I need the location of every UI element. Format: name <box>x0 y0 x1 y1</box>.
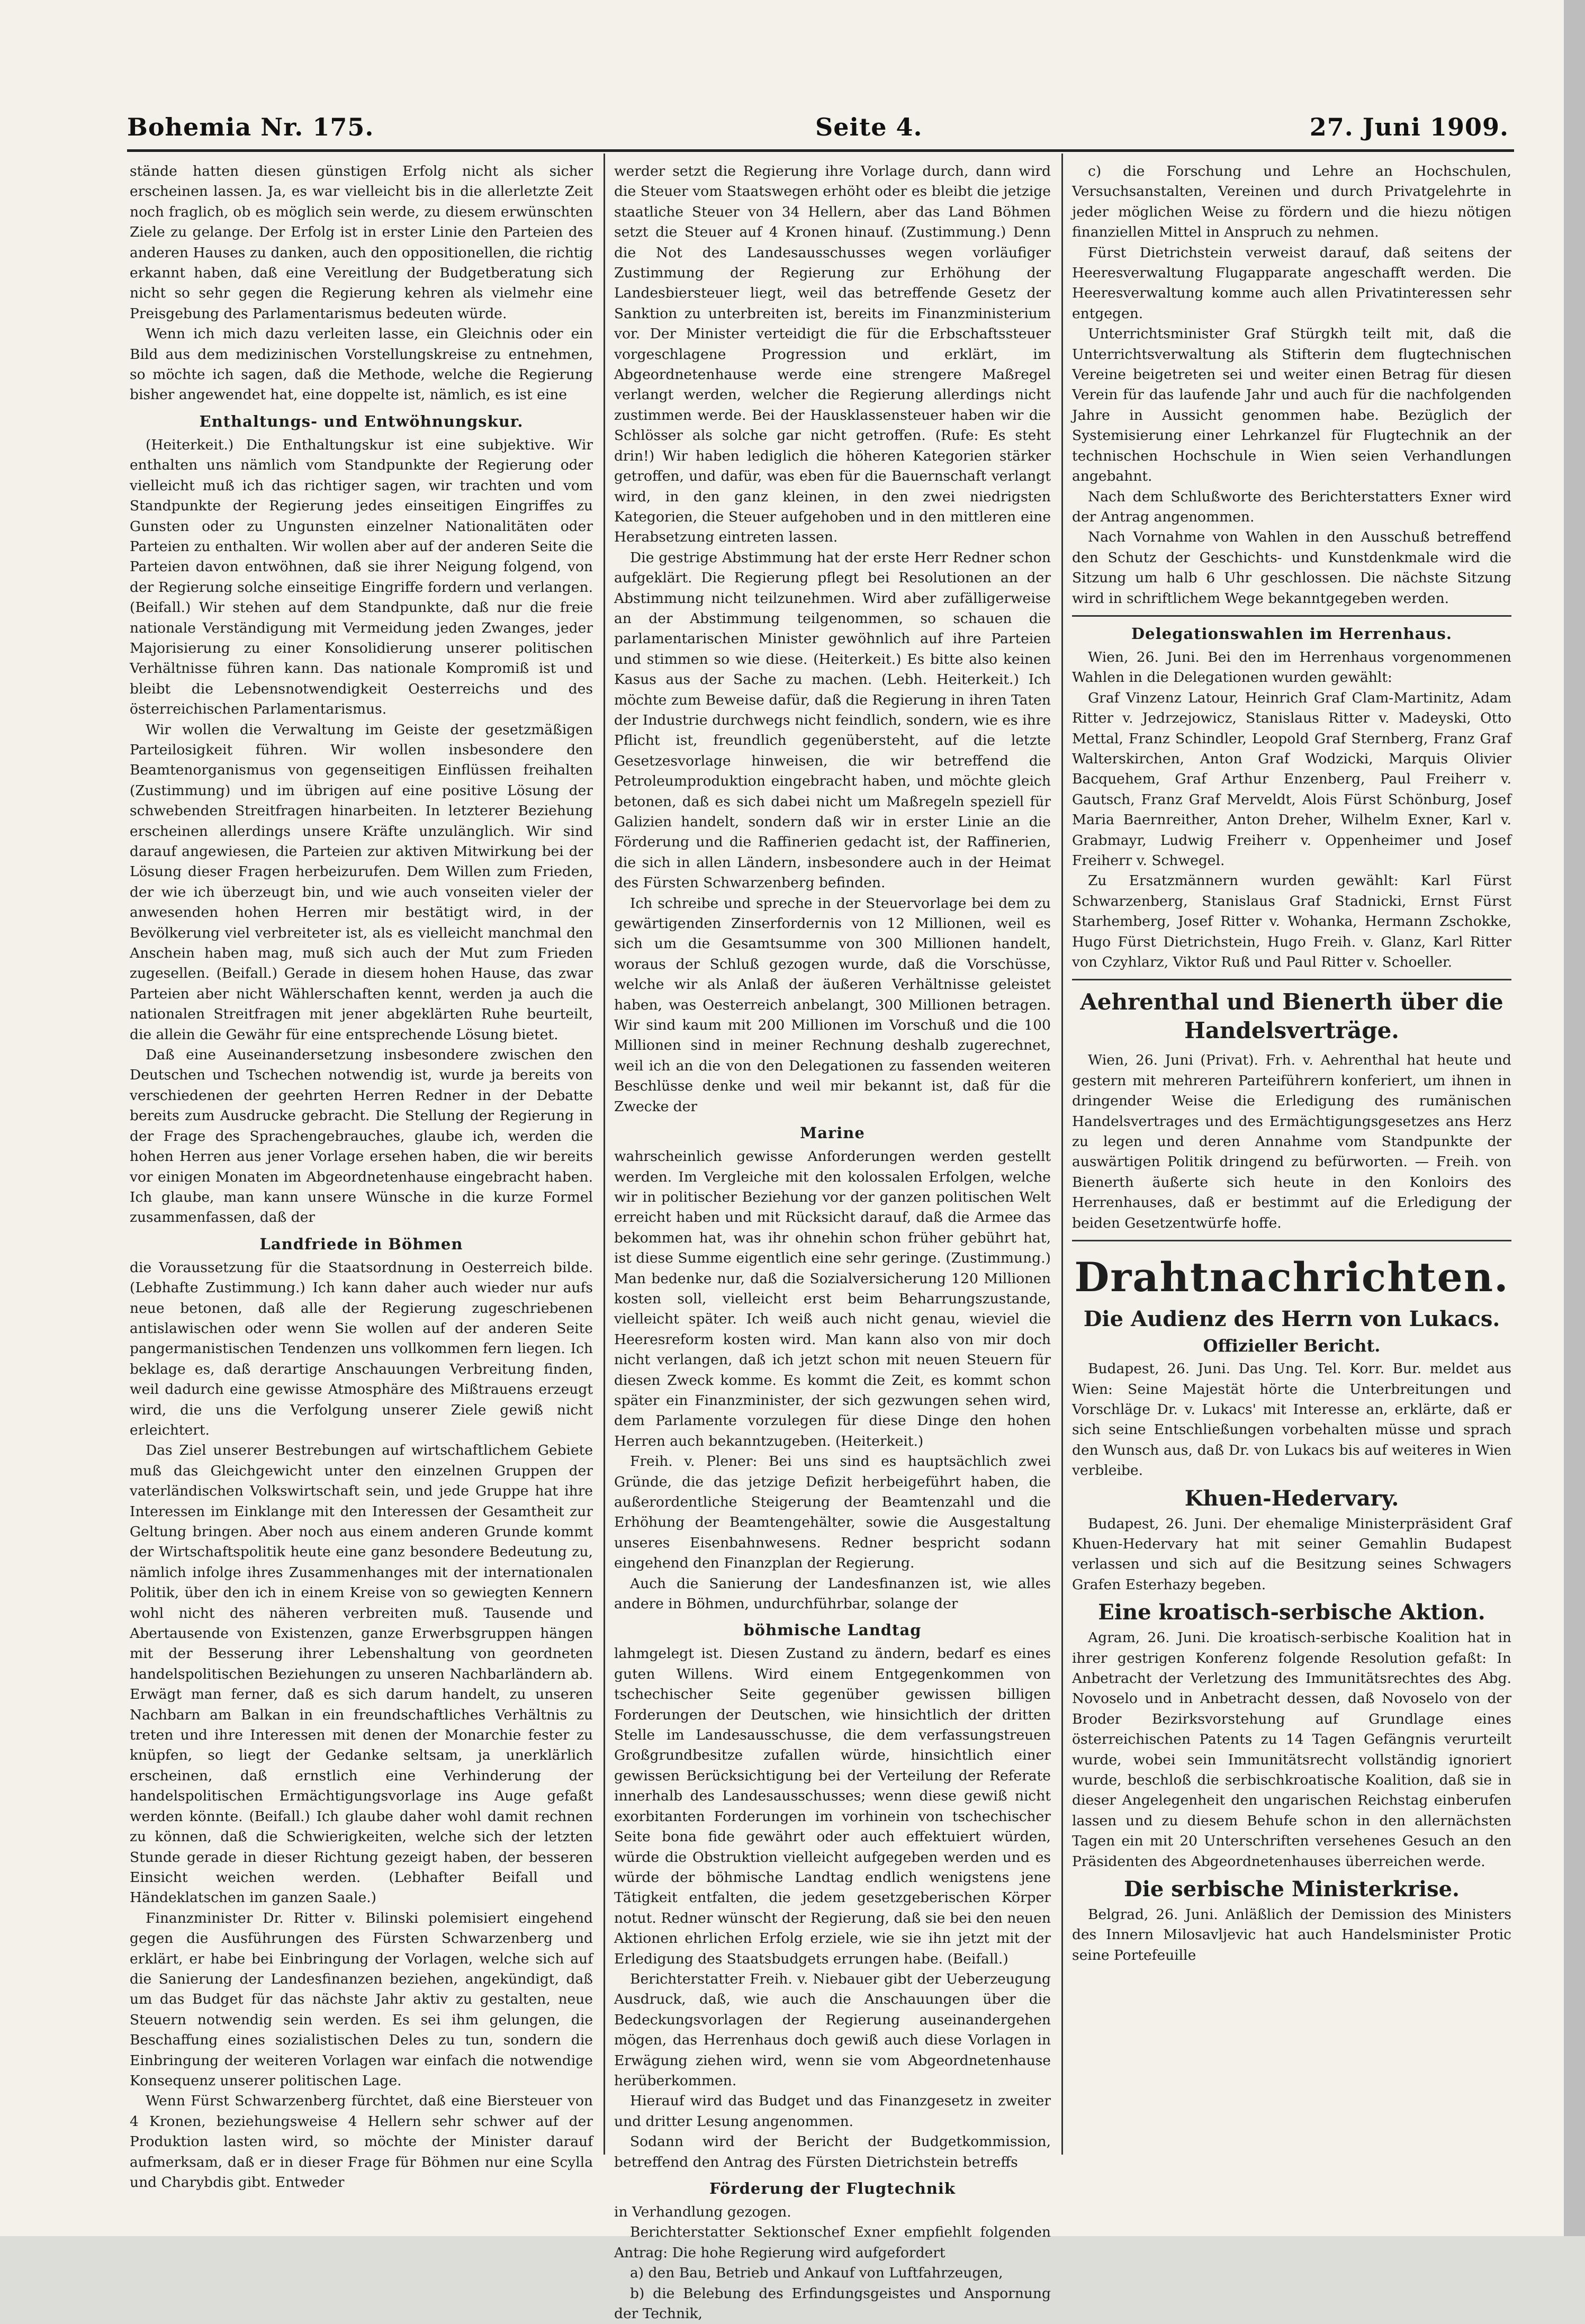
paragraph: stände hatten diesen günstigen Erfolg nicht als sicher erscheinen lassen. Ja, es war vielleicht bis in die allerletzte Zeit noch fraglich, ob es möglich sein werde, zu diesem erwünschten Ziele zu gelange. Der Erfolg ist in erster Linie den Parteien des anderen Hauses zu danken, auch den oppositionellen, die richtig erkannt haben, daß eine Vereitlung der Budgetberatung sich nicht so sehr gegen die Regierung kehren als vielmehr eine Preisgebung des Parlamentarismus bedeuten würde. <box>130 163 593 322</box>
header-rule <box>127 149 1514 152</box>
section-title: Drahtnachrichten. <box>1074 1254 1509 1301</box>
paragraph: wahrscheinlich gewisse Anforderungen werden gestellt werden. Im Vergleiche mit den kolossalen Erfolgen, welche wir in politischer Beziehung vor der ganzen politischen Welt erreicht haben und mit Rücksicht darauf, daß die Armee das bekommen hat, was ihr ohnehin schon früher gebührt hat, ist diese Summe eigentlich eine sehr geringe. (Zustimmung.) Man bedenke nur, daß die Sozialversicherung 120 Millionen kosten soll, vielleicht erst beim Beharrungszustande, vielleicht später. Ich weiß auch nicht genau, wieviel die Heeresreform kosten wird. Man kann also von mir doch nicht verlangen, daß ich jetzt schon mit neuen Steuern für diesen Zweck komme. Es kommt die Zeit, es kommt schon später ein Finanzminister, der sich gezwungen sehen wird, dem Parlamente vorzulegen für diese Dinge den hohen Herren auch bekanntzugeben. (Heiterkeit.) <box>614 1148 1051 1449</box>
paragraph: lahmgelegt ist. Diesen Zustand zu ändern, bedarf es eines guten Willens. Wird einem Entgegenkommen von tschechischer Seite gegenüber gewissen billigen Forderungen der Deutschen, wie hinsichtlich der dritten Stelle im Landesausschusse, die dem verfassungstreuen Großgrundbesitze zufallen würde, hinsichtlich einer gewissen Berücksichtigung bei der Verteilung der Referate innerhalb des Landesausschusses; wenn diese gewiß nicht exorbitanten Forderungen im vorhinein von tschechischer Seite bona fide gewährt oder auch effektuiert würden, würde die Obstruktion vielleicht aufgegeben werden und es würde der böhmische Landtag endlich wenigstens jene Tätigkeit entfalten, die jedem gesetzgeberischen Körper notut. Redner wünscht der Regierung, daß sie bei den neuen Aktionen ehrlichen Erfolg erziele, wie sie ihn jetzt mit der Erledigung des Staatsbudgets errungen habe. (Beifall.) <box>614 1645 1051 1967</box>
section-heading: Landfriede in Böhmen <box>259 1235 463 1253</box>
section-heading: böhmische Landtag <box>743 1621 922 1640</box>
paragraph: Agram, 26. Juni. Die kroatisch-serbische Koalition hat in ihrer gestrigen Konferenz folgende Resolution gefaßt: In Anbetracht der Verletzung des Immunitätsrechtes des Abg. Novoselo und in Anbetracht dessen, daß Novoselo von der Broder Bezirksvorstehung auf Grundlage eines österreichischen Patents zu 14 Tagen Gefängnis verurteilt wurde, wobei sein Immunitätsrecht vollständig ignoriert wurde, beschloß die serbischkroatische Koalition, daß sie in dieser Angelegenheit den ungarischen Reichstag einberufen lassen und zu diesem Behufe schon in den allernächsten Tagen ein mit 20 Unterschriften versehenes Gesuch an den Präsidenten des Abgeordnetenhauses überreichen werde. <box>1072 1629 1511 1870</box>
paragraph: Nach dem Schlußworte des Berichterstatters Exner wird der Antrag angenommen. <box>1072 488 1511 525</box>
paragraph: Zu Ersatzmännern wurden gewählt: Karl Fürst Schwarzenberg, Stanislaus Graf Stadnicki, Ernst Fürst Starhemberg, Josef Ritter v. Wohanka, Hermann Zschokke, Hugo Fürst Dietrichstein, Hugo Freih. v. Glanz, Karl Ritter von Czyhlarz, Viktor Ruß und Paul Ritter v. Schoeller. <box>1072 872 1511 971</box>
section-heading: Eine kroatisch-serbische Aktion. <box>1098 1600 1485 1625</box>
section-heading: Die Audienz des Herrn von Lukacs. <box>1083 1307 1500 1332</box>
paragraph: Graf Vinzenz Latour, Heinrich Graf Clam-Martinitz, Adam Ritter v. Jedrzejowicz, Stanislaus Ritter v. Madeyski, Otto Mettal, Franz Schindler, Leopold Graf Sternberg, Franz Graf Walterskirchen, Anton Graf Wodzicki, Marquis Olivier Bacquehem, Graf Arthur Enzenberg, Paul Freiherr v. Gautsch, Franz Graf Merveldt, Alois Fürst Schönburg, Josef Maria Baernreither, Anton Dreher, Wilhelm Exner, Karl v. Grabmayr, Ludwig Freiherr v. Oppenheimer und Josef Freiherr v. Schwegel. <box>1072 689 1511 869</box>
section-subheading: Offizieller Bericht. <box>1203 1336 1381 1356</box>
header-issue: Bohemia Nr. 175. <box>127 113 374 141</box>
page-edge-shadow <box>1564 0 1585 2236</box>
column-divider-2 <box>1061 154 1063 2155</box>
paragraph: Wenn ich mich dazu verleiten lasse, ein Gleichnis oder ein Bild aus dem medizinischen Vorstellungskreise zu entnehmen, so möchte ich sagen, daß die Methode, welche die Regierung bisher angewendet hat, eine doppelte ist, nämlich, es ist eine <box>130 326 593 403</box>
paragraph: Belgrad, 26. Juni. Anläßlich der Demission des Ministers des Innern Milosavljevic hat auch Handelsminister Protic seine Portefeuille <box>1072 1906 1511 1963</box>
header-page-number: Seite 4. <box>815 113 923 141</box>
column-3 <box>1072 161 1511 2152</box>
section-heading: Aehrenthal und Bienerth über die Handelsverträge. <box>1080 989 1503 1044</box>
paragraph: Hierauf wird das Budget und das Finanzgesetz in zweiter und dritter Lesung angenommen. <box>614 2093 1051 2130</box>
paragraph: Freih. v. Plener: Bei uns sind es hauptsächlich zwei Gründe, die das jetzige Defizit herbeigeführt haben, die außerordentliche Steigerung der Beamtenzahl und die Erhöhung der Beamtengehälter, sowie die Ausgestaltung unseres Eisenbahnwesens. Redner bespricht sodann eingehend den Finanzplan der Regierung. <box>614 1453 1051 1572</box>
paragraph: Nach Vornahme von Wahlen in den Ausschuß betreffend den Schutz der Geschichts- und Kunstdenkmale wird die Sitzung um halb 6 Uhr geschlossen. Die nächste Sitzung wird in schriftlichem Wege bekanntgegeben werden. <box>1072 529 1511 607</box>
paragraph: a) den Bau, Betrieb und Ankauf von Luftfahrzeugen, <box>630 2265 1003 2282</box>
paragraph: Fürst Dietrichstein verweist darauf, daß seitens der Heeresverwaltung Flugapparate angeschafft werden. Die Heeresverwaltung komme auch allen Privatinteressen sehr entgegen. <box>1072 244 1511 322</box>
section-rule <box>1072 1240 1511 1241</box>
section-heading: Delegationswahlen im Herrenhaus. <box>1131 624 1452 643</box>
header-date: 27. Juni 1909. <box>1309 113 1509 141</box>
column-1 <box>130 161 593 2191</box>
column-2 <box>614 161 1051 2322</box>
paragraph: Finanzminister Dr. Ritter v. Bilinski polemisiert eingehend gegen die Ausführungen des Fürsten Schwarzenberg und erklärt, er habe bei Einbringung der Vorlagen, welche sich auf die Sanierung der Landesfinanzen beziehen, angekündigt, daß um das Budget für das nächste Jahr aktiv zu gestalten, neue Steuern notwendig sein werden. Es sei ihm gelungen, die Beschaffung eines sozialistischen Deles zu tun, sondern die Einbringung der weiteren Vorlagen war einfach die notwendige Konsequenz unserer politischen Lage. <box>130 1909 593 2089</box>
paragraph: Daß eine Auseinandersetzung insbesondere zwischen den Deutschen und Tschechen notwendig ist, wurde ja bereits von verschiedenen der geehrten Herren Redner in der Debatte bereits zum Ausdrucke gebracht. Die Stellung der Regierung in der Frage des Sprachengebrauches, glaube ich, werden die hohen Herren aus jener Vorlage ersehen haben, die wir bereits vor einigen Monaten im Abgeordnetenhause eingebracht haben. Ich glaube, man kann unsere Wünsche in die kurze Formel zusammenfassen, daß der <box>130 1047 593 1226</box>
section-rule <box>1072 979 1511 980</box>
paragraph: Das Ziel unserer Bestrebungen auf wirtschaftlichem Gebiete muß das Gleichgewicht unter den einzelnen Gruppen der vaterländischen Volkswirtschaft sein, und jede Gruppe hat ihre Interessen im Einklange mit den Interessen der Gesamtheit zur Geltung bringen. Aber noch aus einem anderen Grunde kommt der Wirtschaftspolitik heute eine ganz besondere Bedeutung zu, nämlich infolge ihres Zusammenhanges mit der internationalen Politik, über den ich in einem Kreise von so gewiegten Kennern wohl nicht des näheren verbreiten muß. Tausende und Abertausende von Existenzen, ganze Erwerbsgruppen hängen mit der Besserung ihrer Lebenshaltung von geordneten handelspolitischen Beziehungen zu unseren Nachbarländern ab. Erwägt man ferner, daß es sich darum handelt, zu unseren Nachbarn am Balkan in ein freundschaftliches Verhältnis zu treten und ihre Interessen mit denen der Monarchie fester zu knüpfen, so liegt der Gedanke seltsam, ja unerklärlich erscheinen, daß ernstlich eine Verhinderung der handelspolitischen Ermächtigungsvorlage ins Auge gefaßt werden könnte. (Beifall.) Ich glaube daher wohl damit rechnen zu können, daß die Schwierigkeiten, welche sich der letzten Stunde gerade in dieser Richtung gezeigt haben, der besseren Einsicht weichen werden. (Lebhafter Beifall und Händeklatschen im ganzen Saale.) <box>130 1442 593 1906</box>
paragraph: Budapest, 26. Juni. Der ehemalige Ministerpräsident Graf Khuen-Hedervary hat mit seiner Gemahlin Budapest verlassen und sich auf die Besitzung seines Schwagers Grafen Esterhazy begeben. <box>1072 1515 1511 1593</box>
paragraph: Wenn Fürst Schwarzenberg fürchtet, daß eine Biersteuer von 4 Kronen, beziehungsweise 4 Hellern sehr schwer auf der Produktion lasten wird, so möchte der Minister darauf aufmerksam, daß er in dieser Frage für Böhmen nur eine Scylla und Charybdis gibt. Entweder <box>130 2093 593 2191</box>
paragraph: Berichterstatter Freih. v. Niebauer gibt der Ueberzeugung Ausdruck, daß, wie auch die Anschauungen über die Bedeckungsvorlagen der Regierung auseinandergehen mögen, das Herrenhaus doch gewiß auch diese Vorlagen in Erwägung ziehen wird, wenn sie vom Abgeordnetenhause herüberkommen. <box>614 1970 1051 2089</box>
section-heading: Die serbische Ministerkrise. <box>1124 1877 1460 1902</box>
section-heading: Marine <box>800 1124 865 1142</box>
paragraph: in Verhandlung gezogen. <box>614 2204 791 2220</box>
paragraph: Budapest, 26. Juni. Das Ung. Tel. Korr. Bur. meldet aus Wien: Seine Majestät hörte die Unterbreitungen und Vorschläge Dr. v. Lukacs' mit Interesse an, erklärte, daß er sich seine Entschließungen vorbehalten müsse und sprach den Wunsch aus, daß Dr. von Lukacs bis auf weiteres in Wien verbleibe. <box>1072 1361 1511 1479</box>
column-divider-1 <box>604 154 605 2155</box>
paragraph: Wien, 26. Juni. Bei den im Herrenhaus vorgenommenen Wahlen in die Delegationen wurden gewählt: <box>1072 648 1511 686</box>
paragraph: (Heiterkeit.) Die Enthaltungskur ist eine subjektive. Wir enthalten uns nämlich vom Standpunkte der Regierung oder vielleicht muß ich das richtiger sagen, wir trachten und vom Standpunkte der Regierung jedes einseitigen Eingriffes zu Gunsten oder zu Ungunsten einzelner Nationalitäten oder Parteien zu enthalten. Wir wollen aber auf der anderen Seite die Parteien davon entwöhnen, daß sie ihrer Neigung folgend, von der Regierung solche einseitige Eingriffe fordern und verlangen. (Beifall.) Wir stehen auf dem Standpunkte, daß nur die freie nationale Verständigung mit Vermeidung jeden Zwanges, jeder Majorisierung zu einer Konsolidierung unserer politischen Verhältnisse führen kann. Das nationale Kompromiß ist und bleibt die Lebensnotwendigkeit Oesterreichs und des österreichischen Parlamentarismus. <box>130 436 593 718</box>
paragraph: Auch die Sanierung der Landesfinanzen ist, wie alles andere in Böhmen, undurchführbar, solange der <box>614 1575 1051 1613</box>
section-heading: Enthaltungs- und Entwöhnungskur. <box>199 412 524 430</box>
paragraph: c) die Forschung und Lehre an Hochschulen, Versuchsanstalten, Vereinen und durch Privatgelehrte in jeder möglichen Weise zu fördern und die hiezu nötigen finanziellen Mittel in Anspruch zu nehmen. <box>1072 163 1511 241</box>
paragraph: Berichterstatter Sektionschef Exner empfiehlt folgenden Antrag: Die hohe Regierung wird aufgefordert <box>614 2224 1051 2261</box>
paragraph: b) die Belebung des Erfindungsgeistes und Anspornung der Technik, <box>614 2285 1051 2322</box>
paragraph: Ich schreibe und spreche in der Steuervorlage bei dem zu gewärtigenden Zinserfordernis von 12 Millionen, weil es sich um die Gesamtsumme von 300 Millionen handelt, woraus der Schluß gezogen wurde, daß die Vorschüsse, welche wir als Anlaß der äußeren Verhältnisse geleistet haben, was Oesterreich anbelangt, 300 Millionen betragen. Wir sind kaum mit 200 Millionen im Vorschuß und die 100 Millionen sind in meiner Rechnung deshalb zugerechnet, weil ich an die von den Delegationen zu fassenden weiteren Beschlüsse denke und weil mir bekannt ist, daß für die Zwecke der <box>614 895 1051 1115</box>
section-heading: Förderung der Flugtechnik <box>709 2179 956 2197</box>
paragraph: Die gestrige Abstimmung hat der erste Herr Redner schon aufgeklärt. Die Regierung pflegt bei Resolutionen an der Abstimmung nicht teilzunehmen. Wird aber zufälligerweise an der Abstimmung teilgenommen, so schauen die parlamentarischen Minister gewöhnlich auf ihre Parteien und stimmen so wie diese. (Heiterkeit.) Es bitte also keinen Kasus aus der Sache zu machen. (Lebh. Heiterkeit.) Ich möchte zum Beweise dafür, daß die Regierung in ihren Taten der Industrie durchwegs nicht feindlich, sondern, wie es ihre Pflicht ist, freundlich gegenübersteht, auf die letzte Gesetzesvorlage hinweisen, die wir betreffend die Petroleumproduktion eingebracht haben, und möchte gleich betonen, daß es sich dabei nicht um Maßregeln speziell für Galizien handelt, sondern daß wir in erster Linie an die Förderung und die Raffinerien gedacht ist, der Raffinerien, die sich in allen Ländern, insbesondere auch in der Heimat des Fürsten Schwarzenberg befinden. <box>614 549 1051 891</box>
section-rule <box>1072 615 1511 617</box>
paragraph: Unterrichtsminister Graf Stürgkh teilt mit, daß die Unterrichtsverwaltung als Stifterin dem flugtechnischen Vereine beigetreten sei und weiter einen Betrag für diesen Verein für das laufende Jahr und auch für die nachfolgenden Jahre in Aussicht genommen habe. Bezüglich der Systemisierung einer Lehrkanzel für Flugtechnik an der technischen Hochschule in Wien seien Verhandlungen angebahnt. <box>1072 326 1511 485</box>
paragraph: Wien, 26. Juni (Privat). Frh. v. Aehrenthal hat heute und gestern mit mehreren Parteiführern konferiert, um ihnen in dringender Weise die Erledigung des rumänischen Handelsvertrages und des Ermächtigungsgesetzes ans Herz zu legen und deren Annahme vom Standpunkte der auswärtigen Politik dringend zu befürworten. — Freih. von Bienerth äußerte sich heute in den Konloirs des Herrenhauses, daß er bestimmt auf die Erledigung der beiden Gesetzentwürfe hoffe. <box>1072 1052 1511 1231</box>
section-heading: Khuen-Hedervary. <box>1184 1485 1399 1511</box>
paragraph: Sodann wird der Bericht der Budgetkommission, betreffend den Antrag des Fürsten Dietrichstein betreffs <box>614 2133 1051 2170</box>
page-header <box>127 109 1509 151</box>
paragraph: werder setzt die Regierung ihre Vorlage durch, dann wird die Steuer vom Staatswegen erhöht oder es bleibt die jetzige staatliche Steuer von 34 Hellern, aber das Land Böhmen setzt die Steuer auf 4 Kronen hinauf. (Zustimmung.) Denn die Not des Landesausschusses wegen vorläufiger Zustimmung der Regierung zur Erhöhung der Landesbiersteuer liegt, weil das betreffende Gesetz der Sanktion zu unterbreiten ist, bereits im Finanzministerium vor. Der Minister verteidigt die für die Erbschaftssteuer vorgeschlagene Progression und erklärt, im Abgeordnetenhause werde eine strengere Maßregel verlangt werden, welcher die Regierung allerdings nicht zustimmen werde. Bei der Hausklassensteuer haben wir die Schlösser als solche gar nicht getroffen. (Rufe: Es steht drin!) Wir haben lediglich die höheren Kategorien stärker getroffen, und dafür, was eben für die Bauernschaft verlangt wird, in den ganz kleinen, in den zwei niedrigsten Kategorien, die Steuer aufgehoben und in den mittleren eine Herabsetzung eintreten lassen. <box>614 163 1051 546</box>
paragraph: die Voraussetzung für die Staatsordnung in Oesterreich bilde. (Lebhafte Zustimmung.) Ich kann daher auch wieder nur aufs neue betonen, daß alle der Regierung zugeschriebenen antislawischen oder wenn Sie wollen auf der anderen Seite pangermanistischen Tendenzen uns vollkommen fern liegen. Ich beklage es, daß derartige Anschauungen Verbreitung finden, weil dadurch eine gewisse Atmosphäre des Mißtrauens erzeugt wird, die uns die Verfolgung unserer Ziele gewiß nicht erleichtert. <box>130 1259 593 1438</box>
paragraph: Wir wollen die Verwaltung im Geiste der gesetzmäßigen Parteilosigkeit führen. Wir wollen insbesondere den Beamtenorganismus von gegenseitigen Einflüssen freihalten (Zustimmung) und im übrigen auf eine positive Lösung der schwebenden Streitfragen hinarbeiten. In letzterer Beziehung erscheinen allerdings unsere Kräfte unzulänglich. Wir sind darauf angewiesen, die Parteien zur aktiven Mitwirkung bei der Lösung dieser Fragen herbeizurufen. Dem Willen zum Frieden, der wie ich überzeugt bin, und wie auch vonseiten vieler der anwesenden hohen Herren mir bestätigt wird, in der Bevölkerung viel verbreiteter ist, als es vielleicht manchmal den Anschein haben mag, muß sich auch der Mut zum Frieden zugesellen. (Beifall.) Gerade in diesem hohen Hause, das zwar Parteien aber nicht Wählerschaften kennt, werden ja auch die nationalen Streitfragen mit jener abgeklärten Ruhe beurteilt, die allein die Gewähr für eine entsprechende Lösung bietet. <box>130 721 593 1043</box>
